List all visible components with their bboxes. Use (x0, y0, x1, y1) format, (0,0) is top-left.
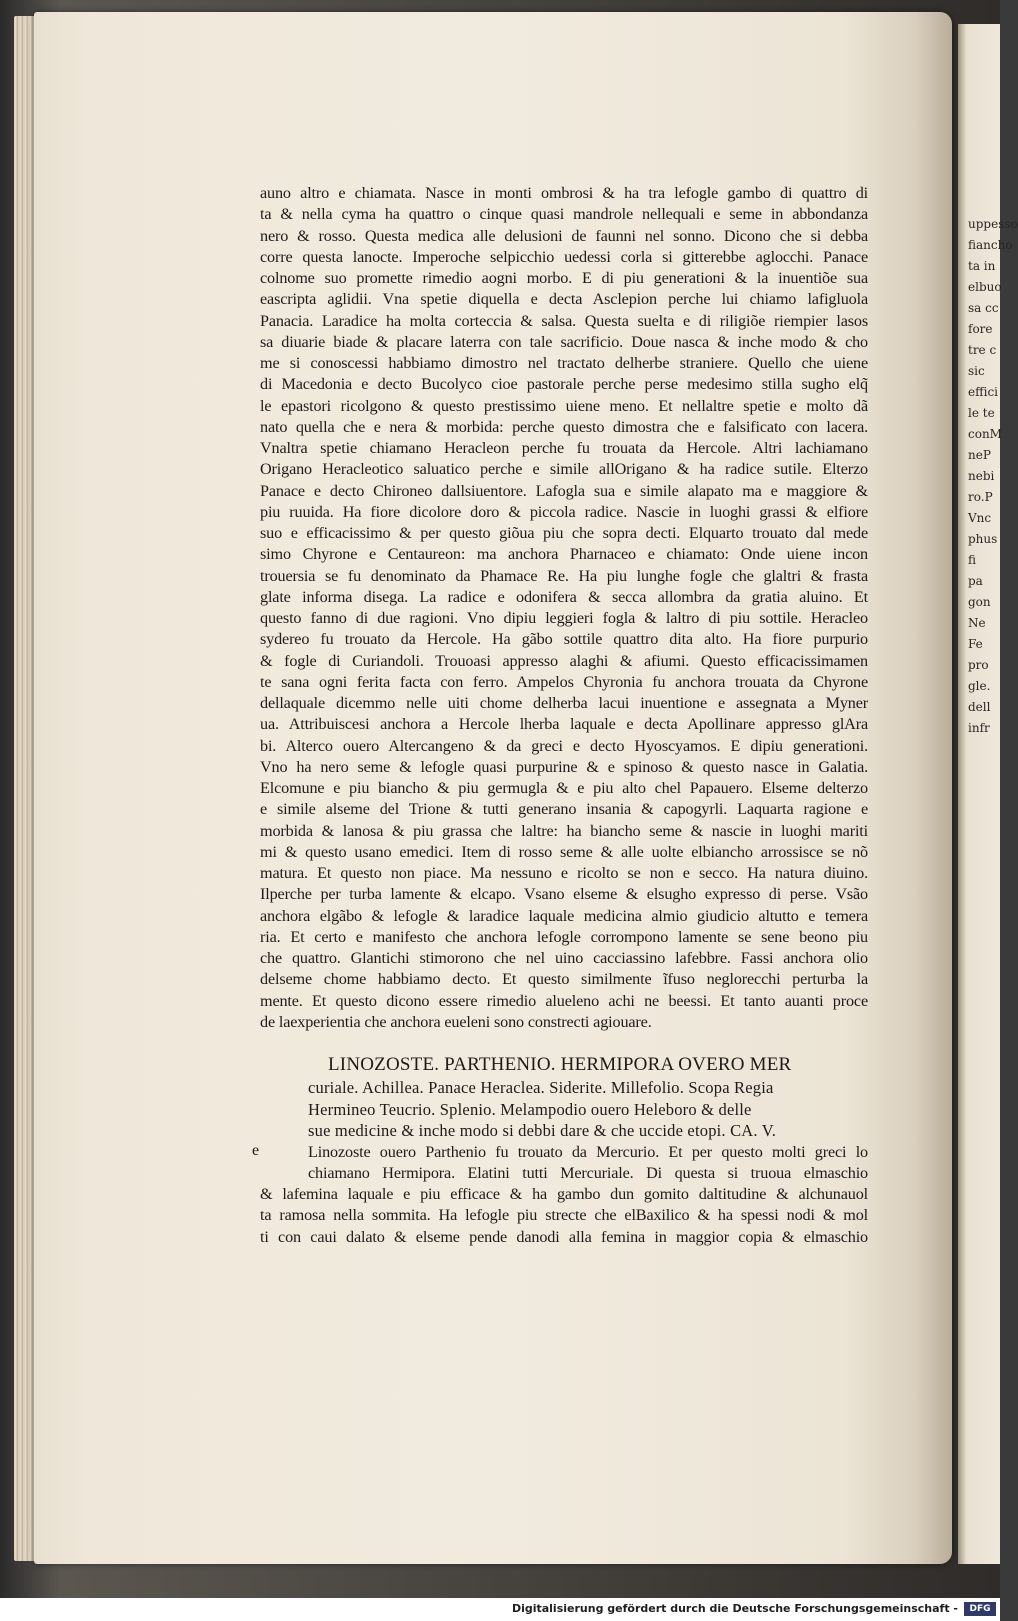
text-line: chiamano Hermipora. Elatini tutti Mercuriale. Di questa si truoua elmaschio (308, 1163, 868, 1182)
facing-page-fragment: pro (968, 658, 989, 672)
facing-page-fragment: gon (968, 595, 991, 609)
text-line: sa diuarie biade & placare laterra con tale sacrificio. Doue nasca & inche modo & cho (260, 332, 868, 351)
second-paragraph (252, 1141, 868, 1248)
facing-page-fragment: elbuo (968, 280, 1002, 294)
facing-page-fragment: conM (968, 427, 1002, 441)
text-line: nero & rosso. Questa medica alle delusioni de faunni nel sonno. Dicono che si debba (260, 226, 868, 245)
text-line: matura. Et questo non piace. Ma nessuno e ricolto se non e secco. Ha natura diuino. (260, 864, 868, 882)
footer-credit: Digitalisierung gefördert durch die Deutsche Forschungsgemeinschaft - (511, 1602, 958, 1615)
facing-page-fragment: uppesso (968, 217, 1018, 231)
text-line: piu ruuida. Ha fiore dicolore doro & piccola radice. Nascie in luoghi grassi & elfiore (260, 502, 868, 521)
text-line: ta & nella cyma ha quattro o cinque quasi mandrole nellequali e seme in abbondanza (260, 205, 868, 224)
facing-page-fragment: dell (968, 700, 991, 714)
text-line: & lafemina laquale e piu efficace & ha gambo dun gomito daltitudine & alchunauol (260, 1185, 868, 1203)
facing-page-fragment: fore (968, 322, 993, 336)
facing-page-fragment: ro.P (968, 490, 993, 504)
text-line: ria. Et certo e manifesto che anchora lefogle corrompono lamente se sene beono piu (260, 927, 868, 946)
text-line: sydereo fu trouato da Hercole. Ha gãbo sottile quattro dita alto. Ha fiore purpurio (260, 630, 868, 649)
text-line: questo fanno di due ragioni. Vno dipiu leggieri fogla & laltro di piu sottile. Heracleo (260, 609, 868, 627)
facing-page-fragment: Fe (968, 637, 983, 651)
text-line: Origano Heracleotico saluatico perche e simile allOrigano & ha radice sutile. Elterzo (260, 460, 868, 479)
text-line: glate informa disega. La radice e odonifera & secca allombra da gratia aluino. Et (260, 587, 868, 606)
facing-page-fragment: pa (968, 574, 983, 588)
heading-line: curiale. Achillea. Panace Heraclea. Siderite. Millefolio. Scopa Regia (308, 1078, 774, 1097)
facing-page-fragment: nebi (968, 469, 995, 483)
text-line: auno altro e chiamata. Nasce in monti ombrosi & ha tra lefogle gambo di quattro di (260, 184, 868, 202)
text-line: che quattro. Glantichi stimorono che nel uino cacciassino lafebbre. Fassi anchora olio (260, 949, 868, 967)
text-line: di Macedonia e decto Bucolyco cioe pastorale perche perse medesimo stilla sugho elq̃ (260, 375, 868, 394)
heading-line: sue medicine & inche modo si debbi dare & che uccide etopi. CA. V. (308, 1121, 777, 1140)
text-line: mi & questo usano emedici. Item di rosso seme & alle uolte elbiancho arrossisce se nõ (260, 842, 868, 861)
facing-page-fragment: fi (968, 553, 977, 567)
margin-letter: e (252, 1141, 260, 1159)
text-line: bi. Alterco ouero Altercangeno & da greci e decto Hyoscyamos. E dipiu generationi. (260, 736, 868, 755)
body-paragraph (260, 183, 868, 1033)
text-line: suo e efficacissimo & per questo giõua piu che sopra decti. Elquarto trouato dal mede (260, 524, 868, 542)
text-line: nato quella che e nera & morbida: perche questo dimostra che e falsificato con lacera. (260, 417, 868, 436)
facing-page-fragment: Vnc (968, 511, 992, 525)
text-line: mente. Et questo dicono essere rimedio alueleno achi ne beessi. Et tanto auanti proce (260, 991, 868, 1010)
text-line: Panacia. Laradice ha molta corteccia & salsa. Questa suelta e di riligiõe riempier lasos (260, 311, 868, 330)
text-line: Elcomune e piu biancho & piu germugla & e piu alto chel Papauero. Elseme delterzo (260, 779, 868, 797)
text-line: ua. Attribuiscesi anchora a Hercole lherba laquale e decta Apollinare appresso glAra (260, 715, 868, 734)
text-line: trouersia se fu denominato da Phamace Re. Ha piu lunghe fogle che glaltri & frasta (260, 566, 868, 585)
facing-page-edge (958, 24, 1018, 1564)
text-line: Vno ha nero seme & lefogle quasi purpurine & e spinoso & questo nasce in Galatia. (260, 757, 868, 776)
facing-page-fragment: gle. (968, 679, 991, 693)
facing-page-fragment: phus (968, 532, 998, 546)
facing-page-fragment: effici (968, 385, 999, 399)
text-line: Vnaltra spetie chiamano Heracleon perche fu trouata da Hercole. Altri lachiamano (260, 439, 868, 457)
text-line: de laexperientia che anchora eueleni sono constrecti agiouare. (260, 1012, 652, 1031)
facing-page-fragment: sa cc (968, 301, 999, 315)
facing-page-fragment: sic (968, 364, 985, 378)
footer-bar (0, 1598, 1000, 1621)
text-line: anchora elgãbo & lefogle & laradice laquale medicina almio giudicio altutto e temera (260, 906, 868, 925)
text-line: ta ramosa nella sommita. Ha lefogle piu strecte che elBaxilico & ha spessi nodi & mol (260, 1206, 868, 1225)
facing-page-fragment: tre c (968, 343, 997, 357)
text-line: me si conoscessi habbiamo dimostro nel tractato delherbe straniere. Quello che uiene (260, 354, 868, 372)
facing-page-fragment: neP (968, 448, 991, 462)
text-line: le epastori ricolgono & questo prestissimo uiene meno. Et nellaltre spetie e molto dã (260, 396, 868, 415)
facing-page-fragment: infr (968, 721, 990, 735)
chapter-heading (260, 1053, 868, 1142)
text-line: dellaquale dicemmo nelle uiti chome delherba lacui inuentione e assegnata a Myner (260, 694, 868, 712)
page-text (252, 183, 868, 1248)
dfg-logo: DFG (964, 1602, 996, 1616)
facing-page-fragment: fiancho (968, 238, 1013, 252)
text-line: corre questa lanocte. Imperoche selpicchio uedessi corla si gitterebbe aglocchi. Panace (260, 247, 868, 266)
text-line: Ilperche per turba lamente & elcapo. Vsano elseme & elsugho expresso di perse. Vsão (260, 885, 868, 904)
text-line: e simile alseme del Trione & tutti generano insania & capogyrli. Laquarta ragione e (260, 800, 868, 819)
text-line: te sana ogni ferita facta con ferro. Ampelos Chyronia fu anchora trouata da Chyrone (260, 672, 868, 691)
text-line: & fogle di Curiandoli. Trouoasi appresso alaghi & afiumi. Questo efficacissimamen (260, 651, 868, 670)
text-line: Linozoste ouero Parthenio fu trouato da Mercurio. Et per questo molti greci lo (308, 1142, 868, 1161)
text-line: eascripta aglidii. Vna spetie diquella e decta Asclepion perche lui chiamo lafigluola (260, 290, 868, 309)
text-line: morbida & lanosa & piu grassa che laltre: ha biancho seme & nascie in luoghi mariti (260, 821, 868, 840)
text-line: simo Chyrone e Centaureon: ma anchora Pharnaceo e chiamato: Onde uiene incon (260, 545, 868, 564)
facing-page-text (968, 214, 1018, 739)
text-line: Panace e decto Chironeo dallsiuentore. Lafogla sua e simile alapato ma e maggiore & (260, 481, 868, 500)
heading-line: LINOZOSTE. PARTHENIO. HERMIPORA OVERO MER (328, 1054, 792, 1075)
facing-page-fragment: Ne (968, 616, 986, 630)
facing-page-fragment: ta in (968, 259, 996, 273)
heading-line: Hermineo Teucrio. Splenio. Melampodio ouero Heleboro & delle (308, 1099, 752, 1119)
text-line: ti con caui dalato & elseme pende danodi alla femina in maggior copia & elmaschio (260, 1227, 868, 1246)
text-line: delseme chome habbiamo decto. Et questo similmente ĩfuso neglorecchi perturba la (260, 970, 868, 989)
facing-page-fragment: le te (968, 406, 995, 420)
text-line: colnome suo promette rimedio aogni morbo. E di piu generationi & la inuentiõe sua (260, 269, 868, 287)
